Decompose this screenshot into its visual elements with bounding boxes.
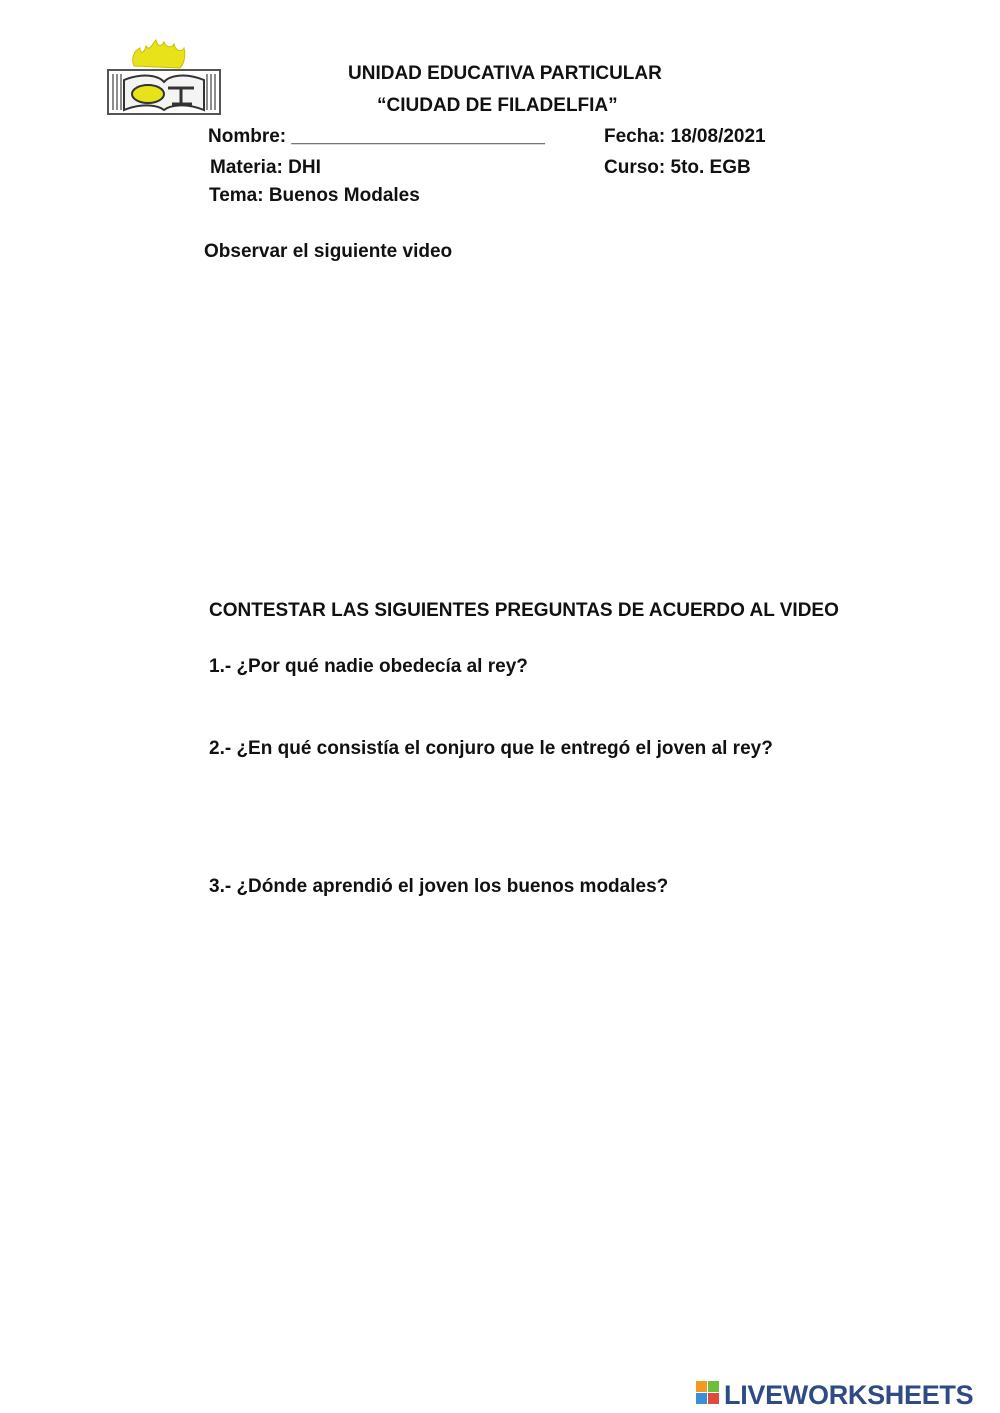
questions-heading: CONTESTAR LAS SIGUIENTES PREGUNTAS DE ACUERDO AL VIDEO: [209, 600, 839, 621]
liveworksheets-wordmark: LIVEWORKSHEETS: [724, 1379, 974, 1410]
institution-city: “CIUDAD DE FILADELFIA”: [377, 95, 618, 116]
instruction-text: Observar el siguiente video: [204, 241, 453, 262]
name-field-label: Nombre: ________________________: [208, 126, 545, 147]
topic-label: Tema: Buenos Modales: [209, 185, 420, 206]
liveworksheets-logo-icon: [696, 1380, 720, 1411]
liveworksheets-brand: [696, 1380, 973, 1410]
question-3: 3.- ¿Dónde aprendió el joven los buenos modales?: [209, 876, 669, 897]
institution-name: UNIDAD EDUCATIVA PARTICULAR: [348, 63, 662, 84]
date-label: Fecha: 18/08/2021: [604, 126, 766, 147]
subject-label: Materia: DHI: [210, 157, 321, 178]
question-1: 1.- ¿Por qué nadie obedecía al rey?: [209, 656, 528, 677]
school-logo-icon: [104, 36, 224, 118]
course-label: Curso: 5to. EGB: [604, 157, 751, 178]
question-2: 2.- ¿En qué consistía el conjuro que le entregó el joven al rey?: [209, 738, 773, 759]
